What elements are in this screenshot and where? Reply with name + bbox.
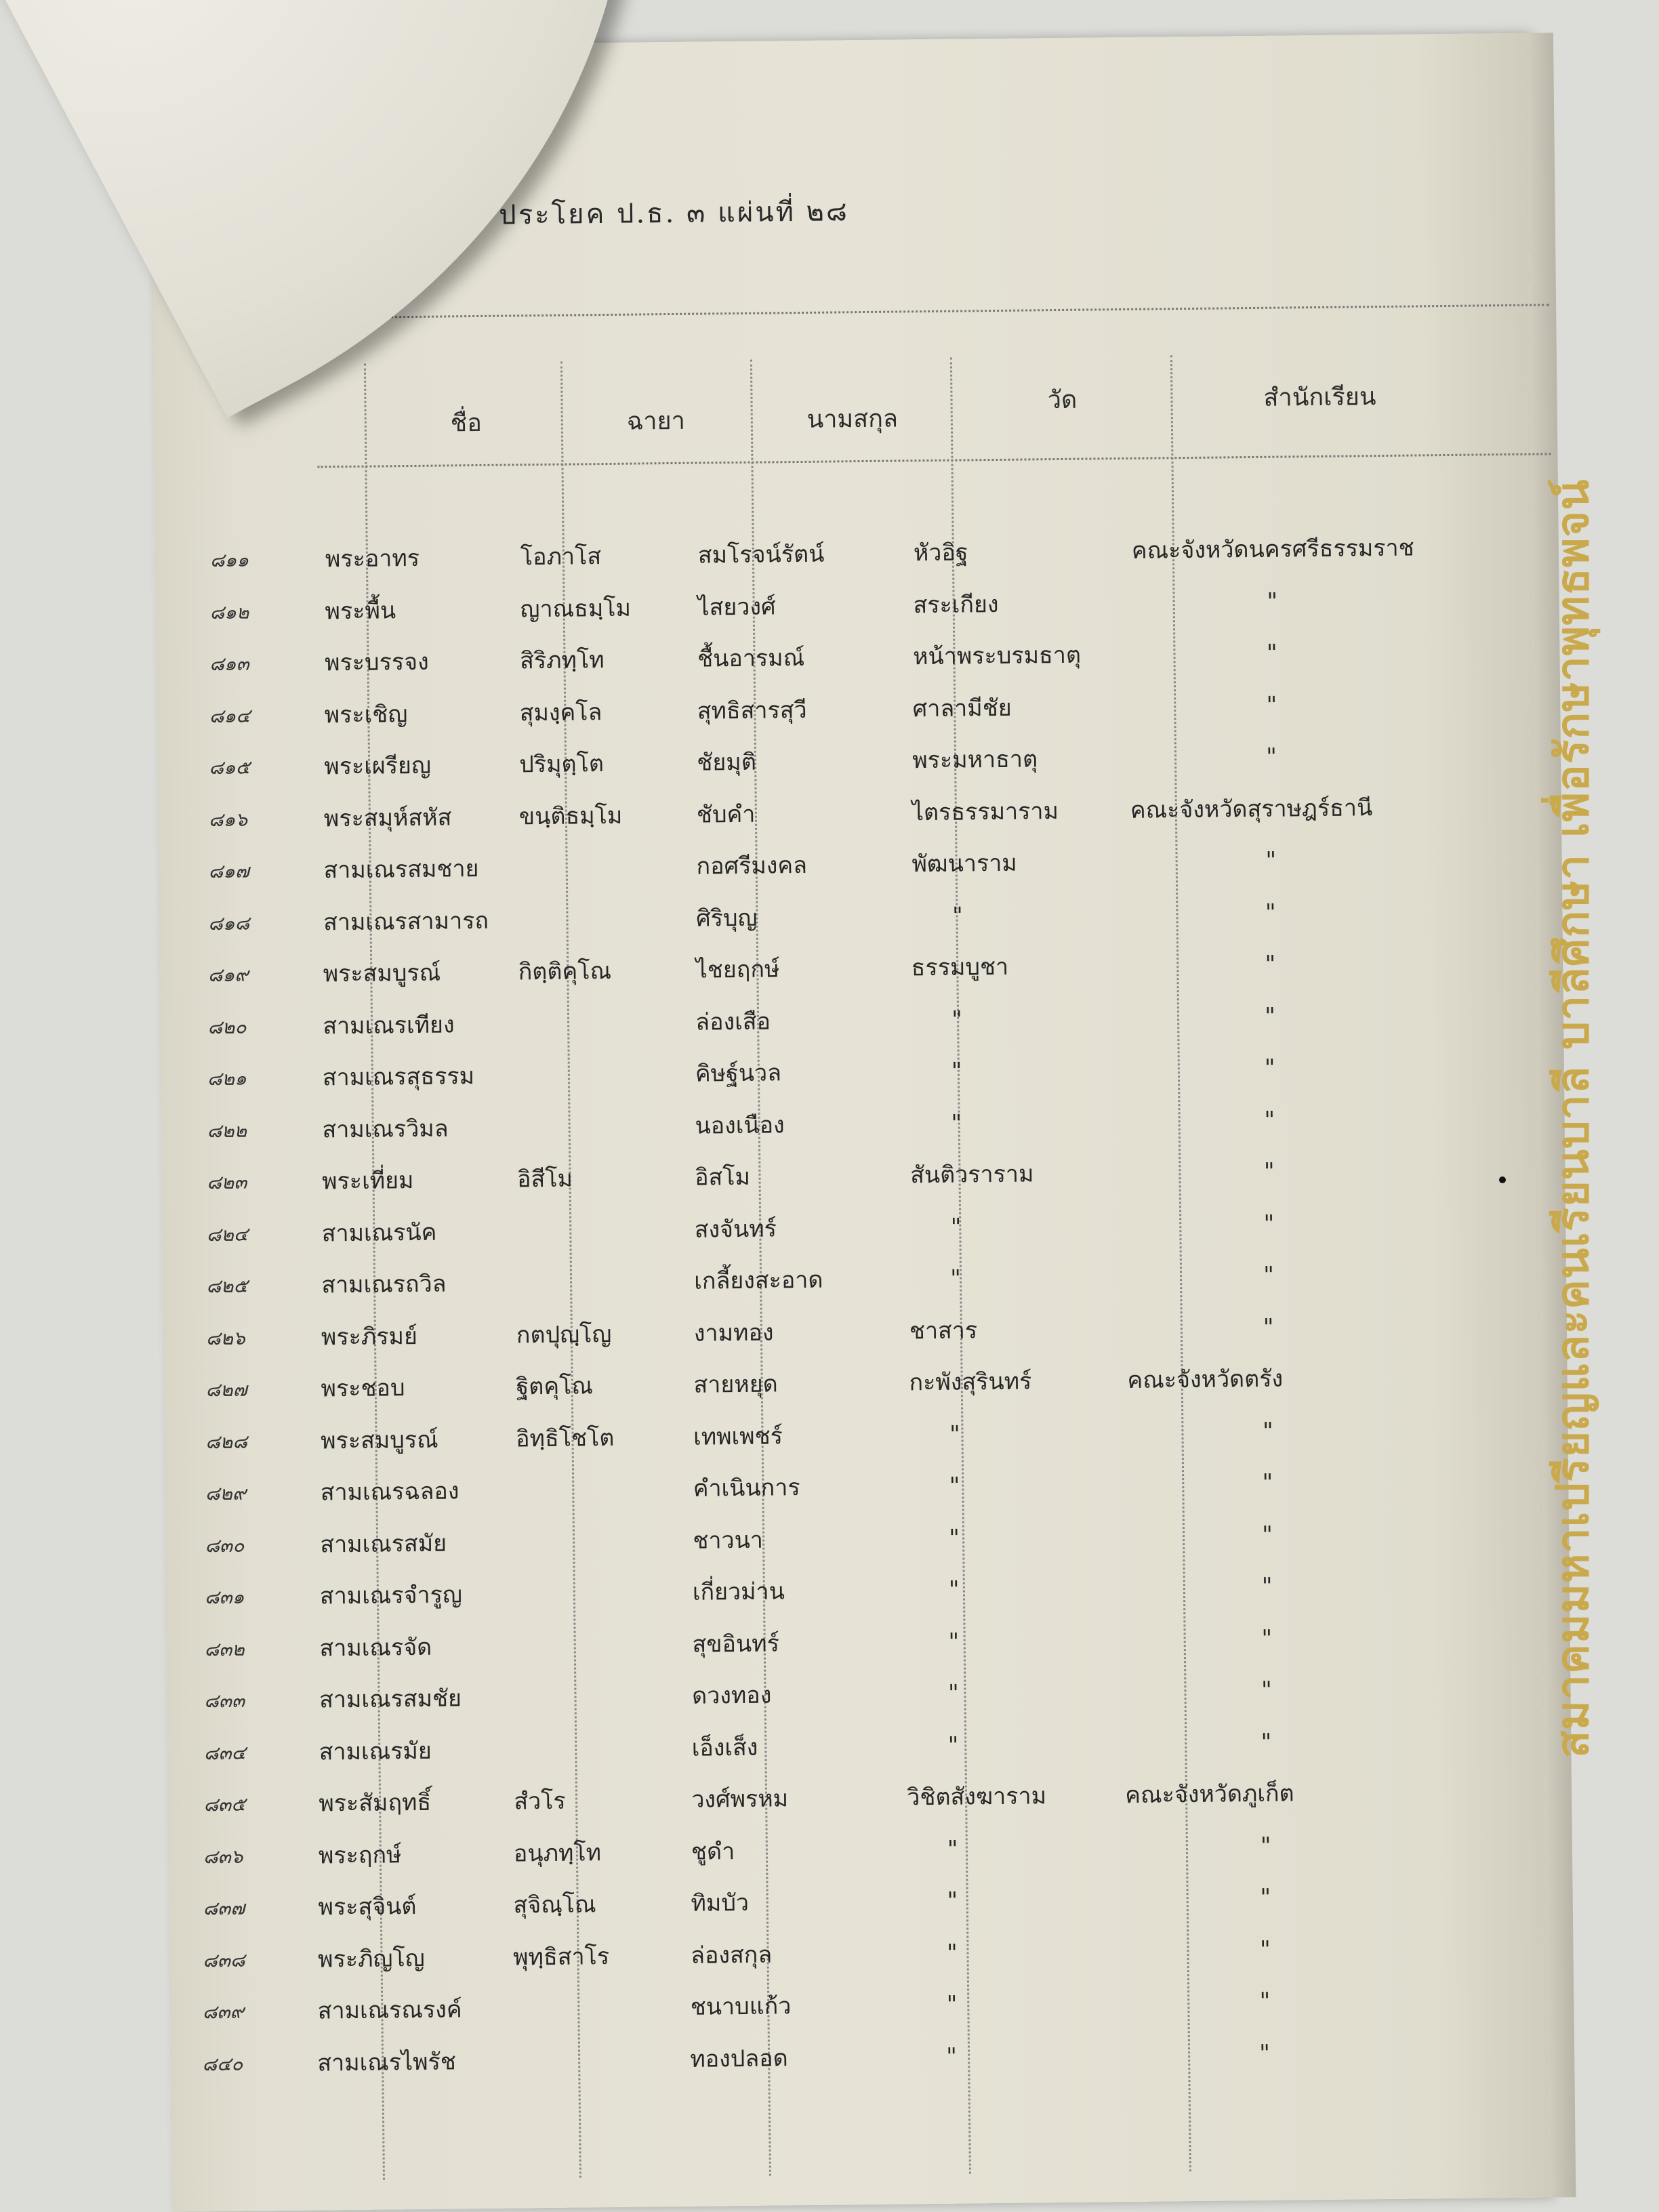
header-school: สำนักเรียน	[1263, 383, 1376, 412]
row-school: "	[1260, 1832, 1271, 1860]
row-number: ๘๑๓	[209, 652, 249, 676]
row-surname: ชูดำ	[691, 1837, 735, 1866]
row-pali-name: ญาณธมฺโม	[520, 594, 632, 623]
row-name: สามเณรสามารถ	[323, 907, 489, 936]
row-surname: สงจันทร์	[694, 1214, 777, 1244]
row-name: สามเณรจำรูญ	[319, 1581, 463, 1610]
watermark-text: สมาคมมหาเปรียญและคนเรียนบาลี บาลีศึกษา เพื่อรักษาพุทธพจน์	[1547, 478, 1599, 1758]
row-school: "	[1263, 1210, 1275, 1237]
row-number: ๘๑๗	[208, 859, 250, 883]
row-number: ๘๓๐	[205, 1534, 245, 1557]
ink-dot	[1499, 1176, 1506, 1183]
row-number: ๘๒๕	[206, 1274, 248, 1298]
row-name: พระสุจินต์	[318, 1893, 417, 1921]
row-number: ๘๑๔	[209, 704, 251, 727]
row-surname: เกลี้ยงสะอาด	[694, 1266, 823, 1295]
row-school: "	[1263, 1158, 1275, 1185]
row-name: สามเณรสมัย	[320, 1530, 447, 1558]
row-temple: "	[947, 1835, 958, 1863]
row-number: ๘๓๕	[203, 1793, 246, 1816]
row-temple: สระเกียง	[913, 590, 999, 619]
row-number: ๘๒๘	[205, 1430, 247, 1453]
row-surname: ดวงทอง	[691, 1681, 772, 1710]
row-school: "	[1265, 950, 1276, 978]
row-surname: สมโรจน์รัตน์	[697, 540, 825, 569]
row-temple: กะพังสุรินทร์	[909, 1368, 1032, 1397]
row-name: สามเณรวิมล	[322, 1114, 449, 1143]
row-school: คณะจังหวัดภูเก็ต	[1125, 1780, 1294, 1809]
row-school: "	[1262, 1469, 1273, 1496]
row-number: ๘๒๔	[206, 1223, 249, 1246]
row-number: ๘๒๑	[207, 1067, 247, 1090]
row-school: คณะจังหวัดนครศรีธรรมราช	[1131, 534, 1414, 565]
row-temple: "	[950, 1265, 962, 1292]
row-surname: สุขอินทร์	[692, 1629, 780, 1658]
header-surname: นามสกุล	[806, 405, 899, 434]
row-pali-name: ฐิตคุโณ	[516, 1372, 594, 1401]
row-temple: "	[950, 1213, 962, 1241]
row-surname: กอศรีมงคล	[696, 851, 808, 880]
row-name: พระฤกษ์	[318, 1841, 402, 1870]
row-temple: วิชิตสังฆาราม	[907, 1782, 1047, 1811]
row-temple: "	[946, 2043, 958, 2070]
row-name: พระสมบูรณ์	[323, 959, 441, 988]
row-temple: ไตรธรรมาราม	[912, 797, 1059, 826]
header-name: ชื่อ	[450, 409, 483, 438]
row-school: "	[1260, 1883, 1271, 1912]
row-surname: ทิมบัว	[691, 1889, 750, 1917]
row-school: "	[1263, 1313, 1274, 1341]
row-school: "	[1261, 1676, 1272, 1704]
row-temple: "	[946, 1939, 958, 1967]
row-number: ๘๔๐	[202, 2052, 243, 2075]
row-number: ๘๓๔	[203, 1741, 246, 1764]
row-temple: "	[947, 1679, 959, 1707]
row-surname: เทพเพชร์	[693, 1422, 783, 1451]
row-pali-name: กตปุญฺโญ	[516, 1320, 612, 1349]
row-number: ๘๓๓	[203, 1689, 245, 1713]
row-school: "	[1263, 1261, 1275, 1289]
row-surname: ทองปลอด	[690, 2044, 788, 2073]
row-temple: หัวอิฐ	[913, 539, 968, 567]
row-surname: ชนาบแก้ว	[690, 1992, 792, 2021]
row-number: ๘๒๖	[205, 1326, 245, 1349]
row-surname: สายหยุด	[693, 1370, 778, 1399]
row-temple: "	[949, 1472, 960, 1500]
row-school: "	[1261, 1728, 1272, 1756]
row-name: สามเณรณรงค์	[317, 1996, 462, 2025]
row-surname: ชื้นอารมณ์	[697, 644, 805, 673]
row-school: "	[1259, 1936, 1271, 1963]
row-name: สามเณรสุธรรม	[322, 1063, 475, 1092]
row-name: พระพื้น	[325, 596, 396, 625]
row-name: สามเณรเทียง	[323, 1010, 455, 1040]
row-name: พระอาทร	[325, 544, 420, 573]
row-temple: "	[951, 1057, 962, 1085]
row-school: "	[1265, 846, 1277, 874]
row-number: ๘๒๗	[205, 1378, 247, 1401]
row-number: ๘๑๖	[208, 808, 248, 831]
row-name: พระเชิญ	[324, 700, 408, 729]
row-school: "	[1261, 1572, 1273, 1600]
row-temple: "	[951, 1109, 962, 1137]
row-school: "	[1266, 743, 1277, 771]
header-top-rule	[329, 304, 1549, 319]
row-name: พระเที่ยม	[321, 1167, 414, 1195]
row-name: พระชอบ	[321, 1374, 405, 1403]
header-pali-name: ฉายา	[626, 407, 686, 436]
row-surname: ชัยมุติ	[697, 748, 757, 777]
document-page	[150, 33, 1549, 2212]
row-pali-name: อนุภทฺโท	[513, 1839, 602, 1868]
row-name: สามเณรสมชาย	[323, 855, 479, 884]
row-school: "	[1262, 1521, 1273, 1549]
row-surname: อิสโม	[694, 1163, 751, 1191]
row-surname: คำเนินการ	[693, 1474, 800, 1502]
row-temple: พระมหาธาตุ	[912, 745, 1038, 775]
row-pali-name: อิสีโม	[516, 1165, 573, 1193]
row-surname: ไสยวงศ์	[697, 592, 776, 621]
row-number: ๘๑๒	[209, 600, 249, 623]
row-school: "	[1264, 1106, 1275, 1134]
row-name: พระภิญโญ	[317, 1944, 425, 1973]
row-school: "	[1264, 1054, 1275, 1082]
row-surname: ล่องเสือ	[695, 1007, 771, 1036]
row-temple: "	[946, 1990, 958, 2018]
row-number: ๘๒๐	[207, 1015, 247, 1038]
row-pali-name: กิตฺติคุโณ	[518, 957, 612, 986]
row-name: สามเณรถวิล	[321, 1270, 447, 1299]
row-temple: "	[951, 902, 963, 930]
row-pali-name: สิริภทฺโท	[519, 647, 605, 675]
row-school: "	[1259, 2039, 1271, 2067]
row-temple: ชาสาร	[909, 1316, 978, 1345]
row-number: ๘๓๑	[204, 1585, 245, 1609]
row-temple: "	[948, 1628, 960, 1656]
row-pali-name: สุจิณฺโณ	[513, 1891, 596, 1919]
row-school: คณะจังหวัดตรัง	[1127, 1365, 1284, 1395]
row-pali-name: ขนฺติธมฺโม	[518, 802, 623, 830]
row-number: ๘๓๒	[204, 1637, 245, 1660]
row-school: "	[1266, 639, 1277, 667]
row-number: ๘๓๗	[203, 1896, 245, 1920]
row-pali-name: สํวโร	[514, 1787, 566, 1816]
row-number: ๘๒๒	[207, 1119, 247, 1142]
row-pali-name: โอภาโส	[520, 543, 602, 571]
row-temple: ธรรมบูชา	[911, 953, 1009, 982]
row-number: ๘๓๖	[203, 1845, 243, 1868]
row-school: คณะจังหวัดสุราษฎร์ธานี	[1130, 794, 1373, 824]
row-surname: งามทอง	[693, 1318, 774, 1347]
row-surname: ศิริบุญ	[695, 904, 758, 933]
row-temple: "	[949, 1420, 960, 1448]
row-name: พระสัมฤทธิ์	[319, 1788, 432, 1818]
document-title: ประโยค ป.ธ. ๓ แผ่นที่ ๒๘	[499, 196, 850, 231]
row-number: ๘๒๙	[205, 1481, 247, 1505]
row-surname: ไชยฤกษ์	[695, 956, 780, 984]
row-name: สามเณรไพรัช	[317, 2047, 457, 2077]
row-number: ๘๑๘	[207, 912, 250, 935]
row-temple: "	[948, 1576, 960, 1603]
row-school: "	[1265, 1002, 1276, 1030]
row-number: ๘๑๑	[209, 548, 249, 572]
row-school: "	[1261, 1624, 1273, 1652]
row-temple: "	[951, 1006, 963, 1033]
row-surname: ชาวนา	[693, 1526, 764, 1555]
row-surname: นองเนือง	[695, 1111, 785, 1140]
row-surname: ล่องสกุล	[690, 1941, 773, 1969]
row-number: ๘๑๙	[207, 963, 249, 987]
row-school: "	[1262, 1417, 1273, 1445]
row-pali-name: ปริมุตฺโต	[519, 750, 605, 779]
row-pali-name: พุทฺธิสาโร	[512, 1942, 610, 1971]
row-pali-name: สุมงฺคโล	[519, 698, 602, 726]
row-temple: สันติวราราม	[909, 1160, 1034, 1189]
row-surname: ชับคำ	[696, 800, 756, 829]
row-temple: "	[947, 1887, 958, 1914]
row-name: สามเณรนัค	[321, 1218, 437, 1247]
row-name: พระสมบูรณ์	[320, 1426, 438, 1454]
row-school: "	[1266, 691, 1277, 719]
row-temple: หน้าพระบรมธาตุ	[912, 641, 1082, 671]
row-name: พระภิรมย์	[321, 1322, 418, 1351]
row-number: ๘๑๕	[209, 756, 251, 779]
row-surname: คิษฐ์นวล	[695, 1059, 782, 1088]
row-surname: เอ็งเส็ง	[691, 1734, 758, 1762]
row-surname: เกี่ยวม่าน	[692, 1578, 785, 1606]
header-bottom-rule	[317, 453, 1551, 468]
row-number: ๘๓๙	[202, 2000, 245, 2024]
header-temple: วัด	[1047, 386, 1078, 415]
row-pali-name: อิทฺธิโชโต	[515, 1424, 615, 1452]
row-surname: สุทธิสารสุวี	[697, 696, 807, 725]
row-number: ๘๓๘	[202, 1948, 245, 1971]
row-school: "	[1267, 588, 1278, 615]
row-temple: "	[947, 1732, 959, 1759]
row-surname: วงศ์พรหม	[691, 1785, 789, 1814]
row-name: สามเณรสมชัย	[319, 1685, 462, 1714]
row-school: "	[1259, 1987, 1271, 2015]
row-name: พระเผรียญ	[324, 752, 432, 781]
row-name: สามเณรจัด	[319, 1633, 432, 1662]
row-name: สามเณรฉลอง	[320, 1477, 459, 1507]
row-temple: พัฒนาราม	[912, 849, 1017, 878]
row-temple: ศาลามีชัย	[912, 694, 1012, 722]
row-name: สามเณรมัย	[319, 1737, 432, 1766]
row-number: ๘๒๓	[206, 1170, 247, 1194]
row-name: พระบรรจง	[324, 648, 429, 677]
row-name: พระสมุห์สหัส	[323, 803, 452, 832]
row-school: "	[1265, 899, 1276, 926]
row-temple: "	[949, 1524, 960, 1552]
